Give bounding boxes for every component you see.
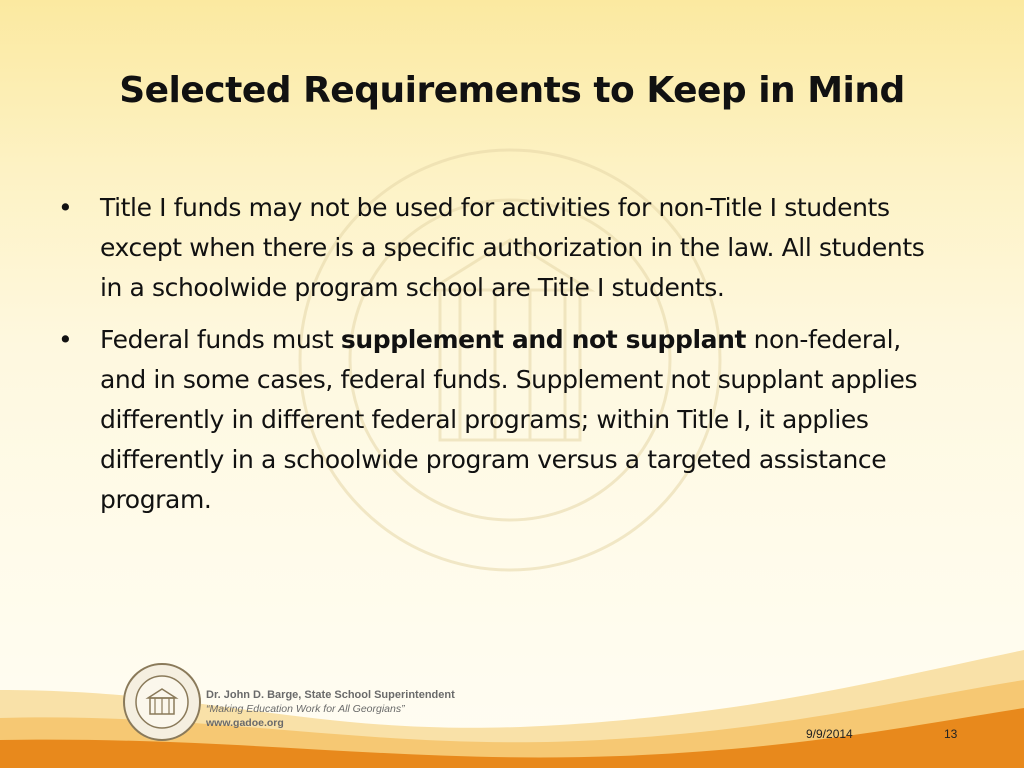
bullet-icon: •: [58, 325, 73, 354]
slide-number: 13: [944, 727, 958, 741]
slide-date: 9/9/2014: [806, 727, 853, 741]
footer-website-link[interactable]: www.gadoe.org: [206, 717, 284, 729]
footer-superintendent: Dr. John D. Barge, State School Superintendent: [206, 689, 455, 701]
footer-slogan: “Making Education Work for All Georgians”: [206, 703, 405, 715]
bullet-icon: •: [58, 193, 73, 222]
bullet-text: Federal funds must: [100, 325, 341, 354]
bullet-bold-text: supplement and not supplant: [340, 325, 747, 354]
footer-text-block: [206, 688, 455, 730]
bullet-text-continued: non-federal, and in some cases, federal funds. Supplement not supplant applies differently in different federal programs; within Title I, it applies differently in a schoolwide program versus a targeted assistance program.: [100, 325, 918, 514]
department-of-education-seal-icon: [122, 662, 202, 742]
bullet-text: Title I funds may not be used for activities for non-Title I students except when there is a specific authorization in the law. All students in a schoolwide program school are Title I students.: [100, 193, 925, 302]
slide-title: Selected Requirements to Keep in Mind: [119, 70, 905, 111]
